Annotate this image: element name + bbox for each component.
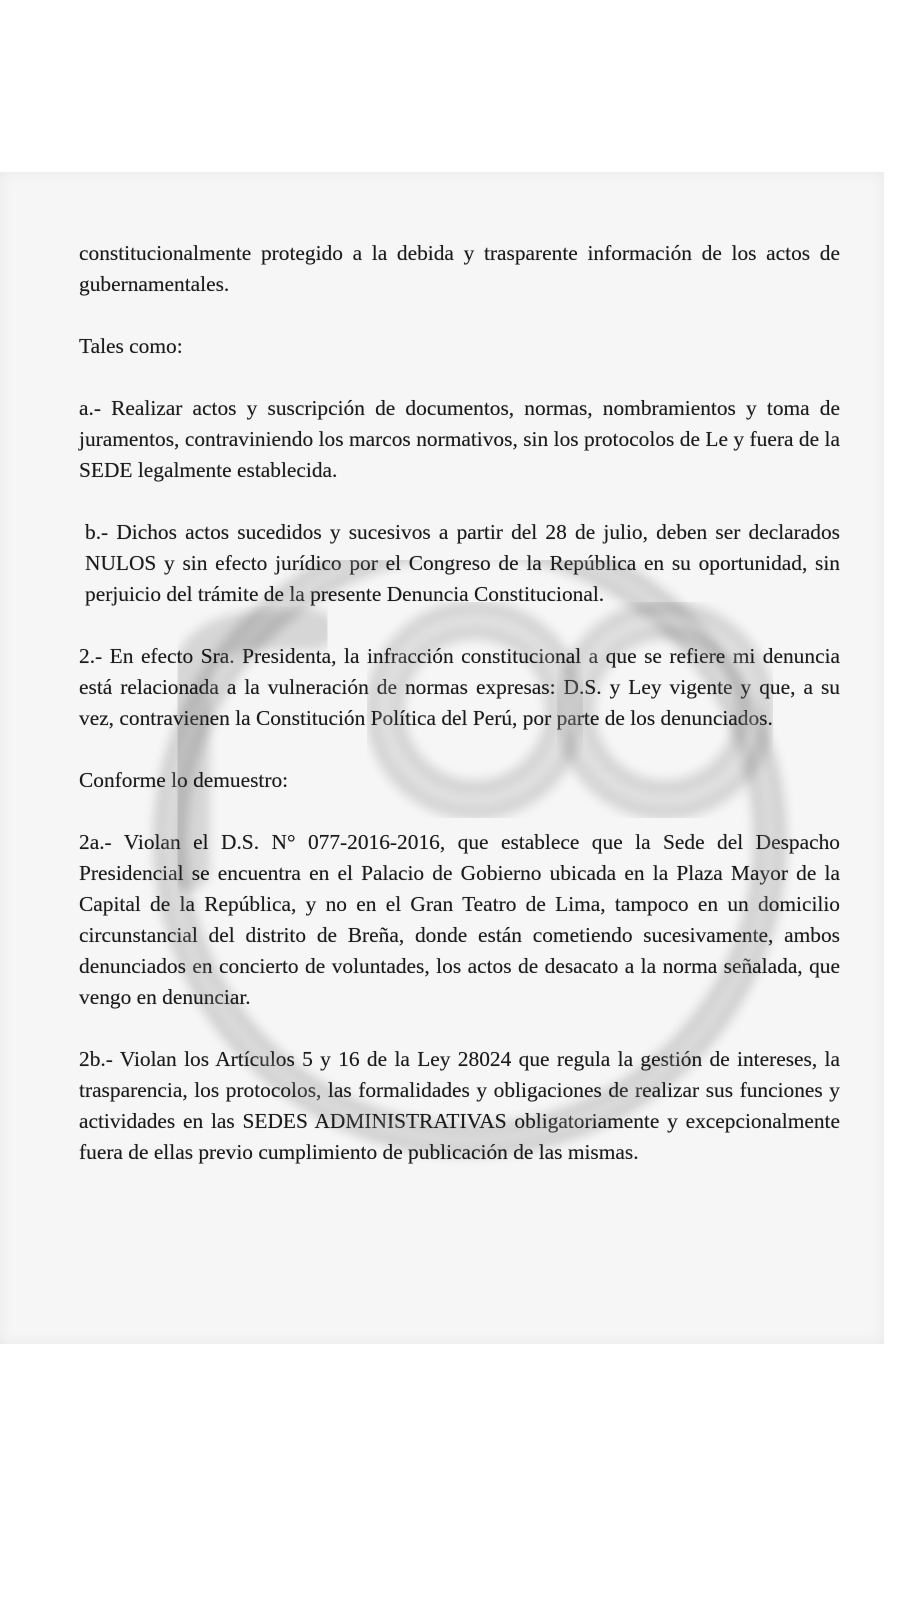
paragraph-a: a.- Realizar actos y suscripción de documentos, normas, nombramientos y toma de juramentos, contraviniendo los marcos normativos, sin los protocolos de Le y fuera de la SEDE legalmente establecida. [79,396,840,482]
paragraph-intro: constitucionalmente protegido a la debida y trasparente información de los actos de gubernamentales. [79,241,840,296]
document-body [79,238,840,1199]
paragraph-2a: 2a.- Violan el D.S. N° 077-2016-2016, que establece que la Sede del Despacho Presidencial se encuentra en el Palacio de Gobierno ubicada en la Plaza Mayor de la Capital de la República, y no en el Gran Teatro de Lima, tampoco en un domicilio circunstancial del distrito de Breña, donde están cometiendo sucesivamente, ambos denunciados en concierto de voluntades, los actos de desacato a la norma señalada, que vengo en denunciar. [79,830,840,1009]
paragraph-conforme: Conforme lo demuestro: [79,768,289,792]
paragraph-b: b.- Dichos actos sucedidos y sucesivos a partir del 28 de julio, deben ser declarados NULOS y sin efecto jurídico por el Congreso de la República en su oportunidad, sin perjuicio del trámite de la presente Denuncia Constitucional. [85,520,840,606]
paragraph-tales-como: Tales como: [79,334,183,358]
paragraph-2: 2.- En efecto Sra. Presidenta, la infracción constitucional a que se refiere mi denuncia está relacionada a la vulneración de normas expresas: D.S. y Ley vigente y que, a su vez, contravienen la Constitución Política del Perú, por parte de los denunciados. [79,644,840,730]
paragraph-2b: 2b.- Violan los Artículos 5 y 16 de la Ley 28024 que regula la gestión de intereses, la trasparencia, los protocolos, las formalidades y obligaciones de realizar sus funciones y actividades en las SEDES ADMINISTRATIVAS obligatoriamente y excepcionalmente fuera de ellas previo cumplimiento de publicación de las mismas. [79,1047,840,1164]
